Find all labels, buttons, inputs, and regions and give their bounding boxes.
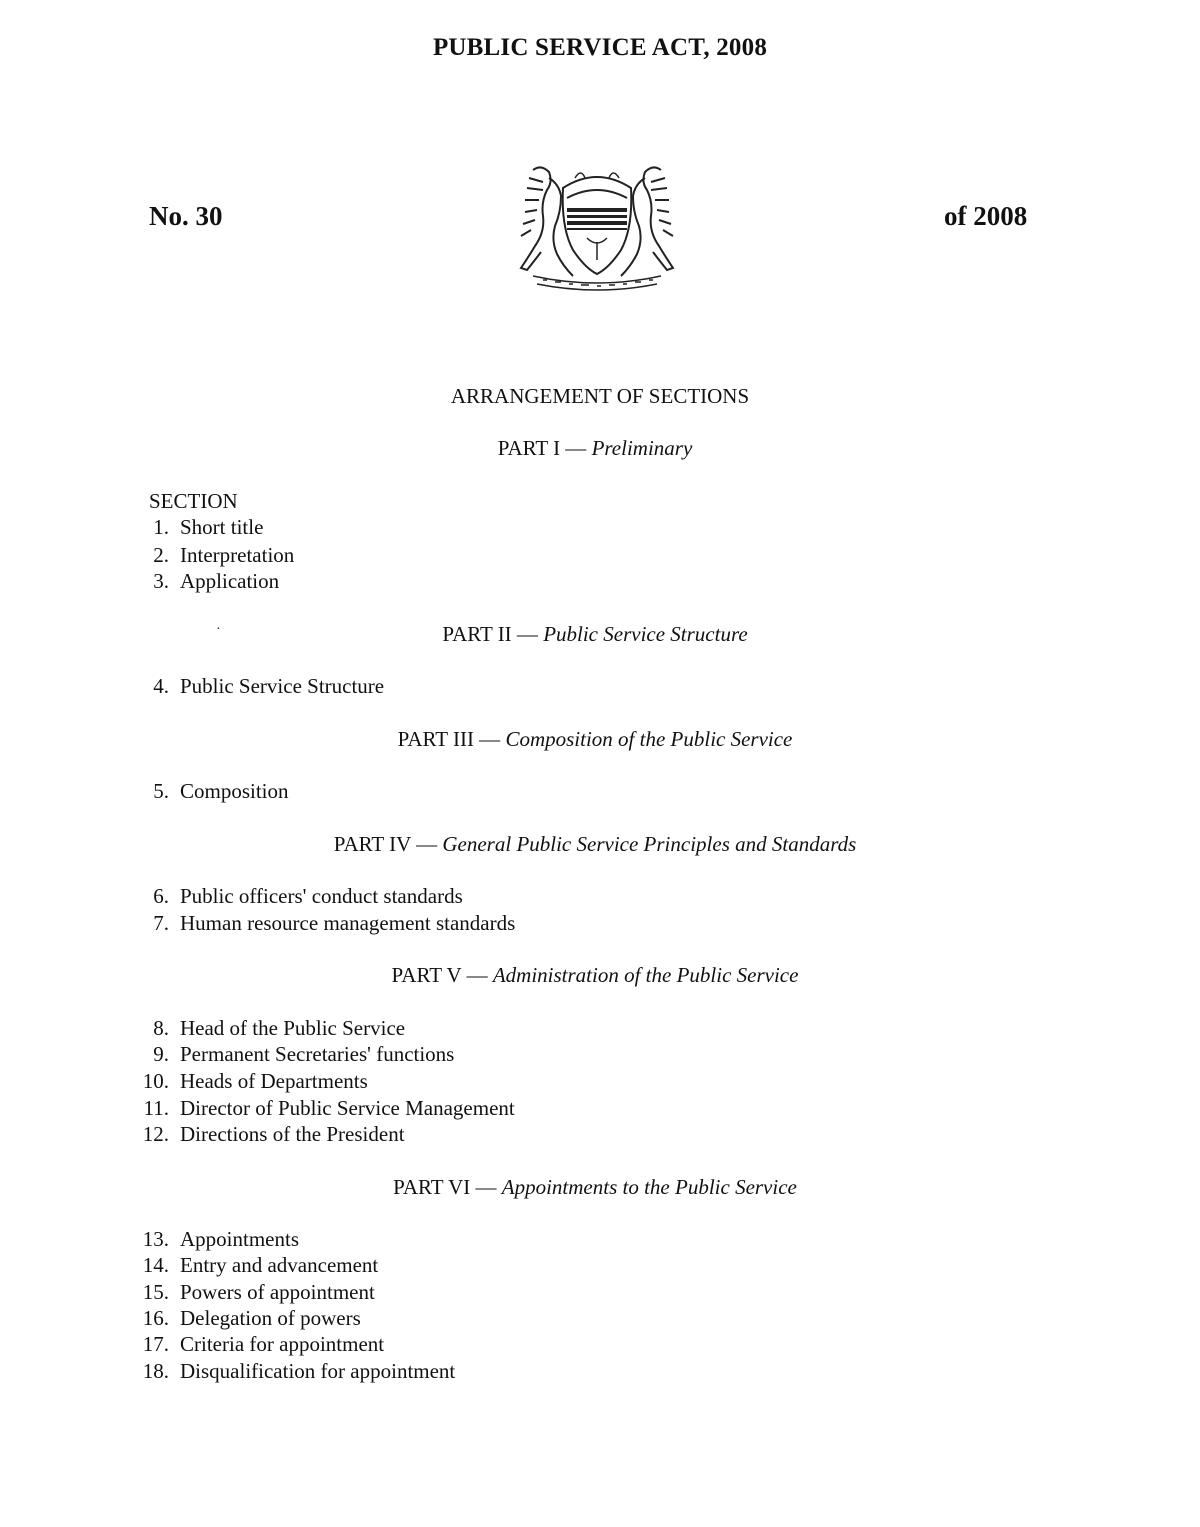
list-item	[0, 911, 515, 936]
list-item	[0, 674, 384, 699]
list-item	[0, 1096, 515, 1121]
act-title: PUBLIC SERVICE ACT, 2008	[432, 34, 768, 61]
part-heading	[0, 436, 1190, 461]
section-title: Interpretation	[180, 543, 295, 567]
section-title: Public officers' conduct standards	[180, 884, 463, 908]
part-heading	[0, 727, 1190, 752]
arrangement-heading: ARRANGEMENT OF SECTIONS	[450, 384, 750, 408]
section-title: Director of Public Service Management	[180, 1096, 515, 1120]
list-item	[0, 569, 279, 594]
section-number: 1.	[153, 515, 169, 539]
part-heading	[0, 963, 1190, 988]
act-number: No. 30	[149, 201, 223, 231]
section-title: Delegation of powers	[180, 1306, 361, 1330]
part-label: PART III —	[397, 727, 501, 751]
section-number: 6.	[153, 884, 169, 908]
section-title: Public Service Structure	[180, 674, 385, 698]
section-number: 13.	[142, 1227, 169, 1251]
part-title: Appointments to the Public Service	[501, 1175, 797, 1199]
section-number: 5.	[153, 779, 169, 803]
part-heading	[0, 1175, 1190, 1200]
list-item	[0, 884, 463, 909]
list-item	[0, 1280, 375, 1305]
list-item	[0, 543, 294, 568]
section-number: 16.	[142, 1306, 169, 1330]
part-title: Public Service Structure	[543, 622, 748, 646]
section-number: 4.	[153, 674, 169, 698]
list-item	[0, 1069, 368, 1094]
section-number: 11.	[143, 1096, 169, 1120]
section-number: 3.	[153, 569, 169, 593]
section-number: 18.	[142, 1359, 169, 1383]
section-title: Appointments	[180, 1227, 299, 1251]
list-item	[0, 1359, 455, 1384]
coat-of-arms-icon	[503, 158, 691, 296]
list-item	[0, 1306, 361, 1331]
list-item	[0, 1122, 405, 1147]
part-title: General Public Service Principles and Standards	[442, 832, 857, 856]
part-label: PART V —	[391, 963, 488, 987]
section-title: Head of the Public Service	[180, 1016, 406, 1040]
list-item	[0, 1253, 378, 1278]
part-title: Composition of the Public Service	[505, 727, 793, 751]
section-number: 8.	[153, 1016, 169, 1040]
section-title: Application	[180, 569, 280, 593]
part-title: Administration of the Public Service	[492, 963, 799, 987]
part-label: PART I —	[497, 436, 587, 460]
list-item	[0, 779, 289, 804]
section-number: 7.	[153, 911, 169, 935]
list-item	[0, 515, 263, 540]
section-number: 15.	[142, 1280, 169, 1304]
part-title: Preliminary	[591, 436, 693, 460]
list-item	[0, 1042, 454, 1067]
part-label: PART II —	[442, 622, 538, 646]
section-title: Criteria for appointment	[180, 1332, 385, 1356]
section-title: Permanent Secretaries' functions	[180, 1042, 455, 1066]
section-title: Directions of the President	[180, 1122, 405, 1146]
list-item	[0, 1016, 405, 1041]
list-item	[0, 1332, 384, 1357]
section-title: Disqualification for appointment	[180, 1359, 456, 1383]
section-label: SECTION	[149, 489, 238, 513]
section-number: 17.	[142, 1332, 169, 1356]
section-title: Human resource management standards	[180, 911, 516, 935]
part-label: PART VI —	[393, 1175, 497, 1199]
part-heading	[0, 622, 1190, 647]
act-year: of 2008	[944, 201, 1028, 231]
section-title: Composition	[180, 779, 289, 803]
section-number: 2.	[153, 543, 169, 567]
part-heading	[0, 832, 1190, 857]
list-item	[0, 1227, 299, 1252]
section-number: 12.	[142, 1122, 169, 1146]
section-title: Short title	[180, 515, 264, 539]
stray-dot: ·	[216, 622, 221, 637]
section-title: Heads of Departments	[180, 1069, 368, 1093]
section-number: 14.	[142, 1253, 169, 1277]
section-title: Powers of appointment	[180, 1280, 375, 1304]
section-number: 10.	[142, 1069, 169, 1093]
section-title: Entry and advancement	[180, 1253, 379, 1277]
section-number: 9.	[153, 1042, 169, 1066]
part-label: PART IV —	[333, 832, 438, 856]
